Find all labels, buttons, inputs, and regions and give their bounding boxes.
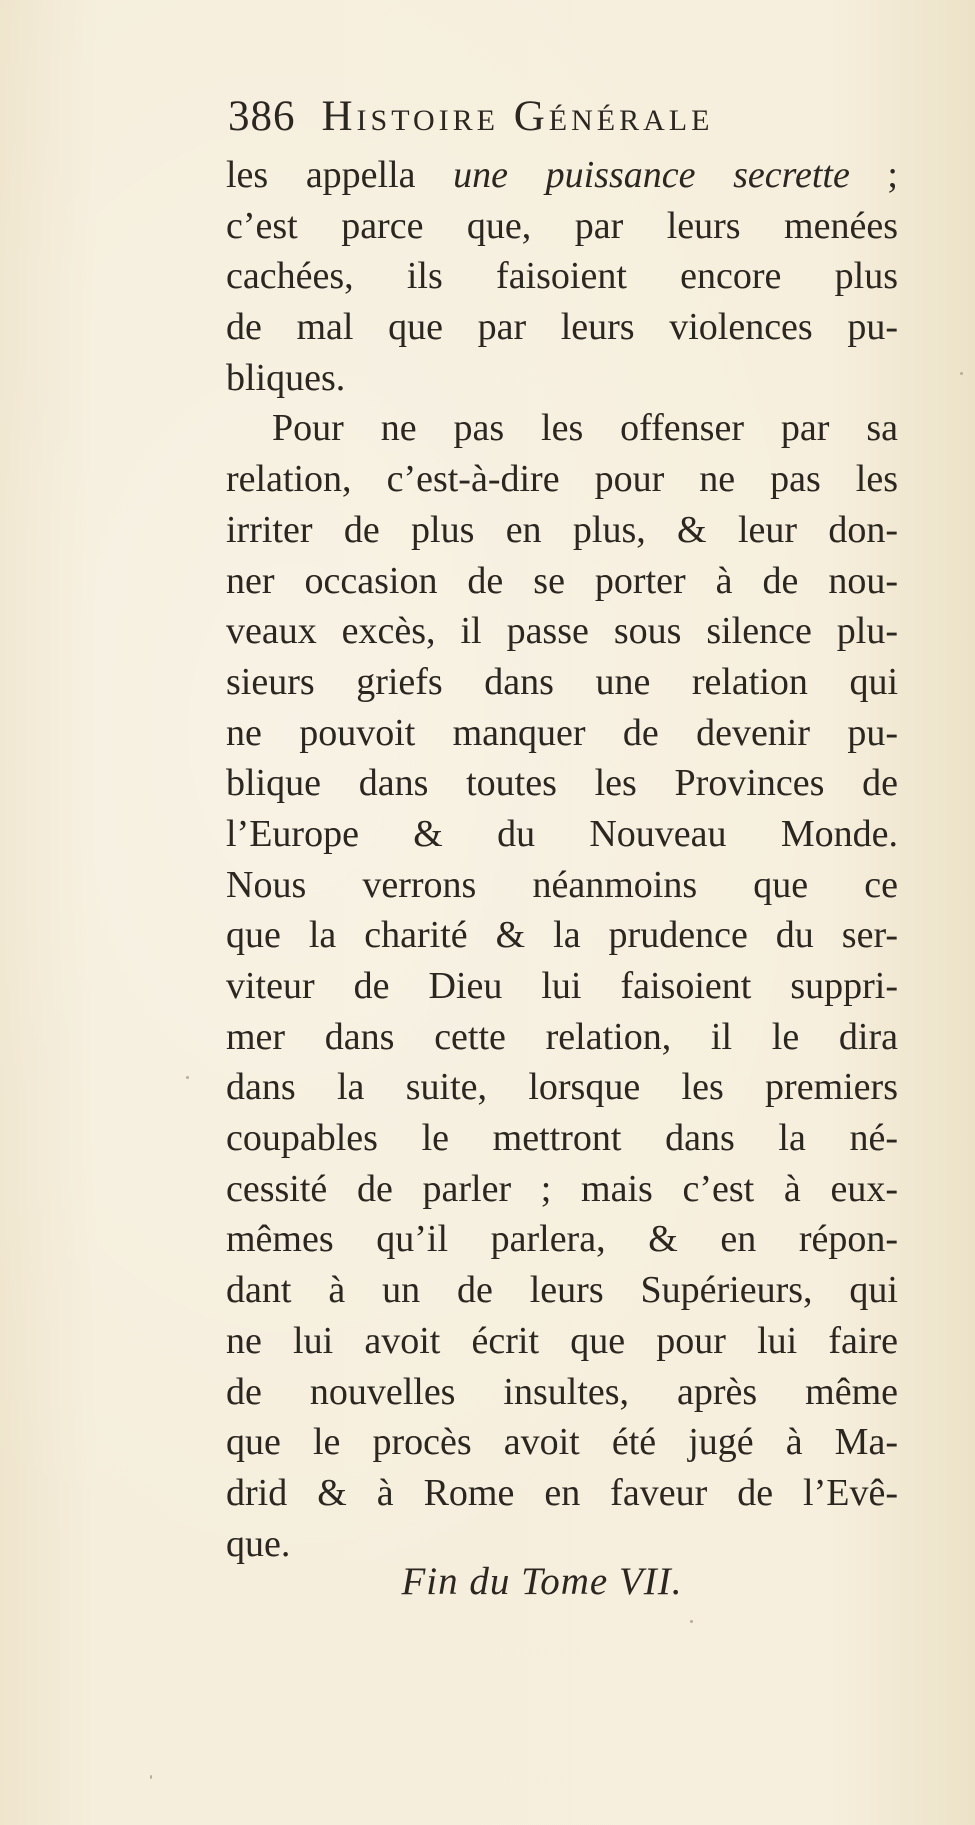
text-line: cessité de parler ; mais c’est à eux- — [226, 1167, 898, 1210]
text-line: de nouvelles insultes, après même — [226, 1370, 898, 1413]
paper-speck — [690, 1620, 693, 1623]
paper-speck — [150, 1775, 152, 1779]
text-line: coupables le mettront dans la né- — [226, 1117, 898, 1160]
text-line: Nous verrons néanmoins que ce — [226, 863, 898, 906]
text-line: viteur de Dieu lui faisoient suppri- — [226, 965, 898, 1007]
text-line: irriter de plus en plus, & leur don- — [226, 508, 898, 551]
text-line: blique dans toutes les Provinces de — [226, 762, 898, 805]
text-line: Pour ne pas les offenser par sa — [272, 407, 898, 450]
text-line: mêmes qu’il parlera, & en répon- — [226, 1218, 898, 1261]
paper-speck — [186, 1076, 189, 1079]
text-line: ne lui avoit écrit que pour lui faire — [226, 1319, 898, 1362]
text-line: que le procès avoit été jugé à Ma- — [226, 1421, 898, 1464]
text-line: c’est parce que, par leurs menées — [226, 204, 898, 247]
text-line: drid & à Rome en faveur de l’Evê- — [226, 1471, 898, 1514]
text-line: que. — [226, 1522, 291, 1565]
running-title: Histoire Générale — [321, 93, 714, 140]
italic-phrase: une puissance secrette — [453, 154, 850, 196]
text-line: de mal que par leurs violences pu- — [226, 306, 898, 349]
text-line: ner occasion de se porter à de nou- — [226, 559, 898, 602]
body-text — [226, 150, 898, 1569]
text-line: que la charité & la prudence du ser- — [226, 914, 898, 957]
text-line: l’Europe & du Nouveau Monde. — [226, 812, 898, 855]
text-line: dans la suite, lorsque les premiers — [226, 1066, 898, 1109]
paper-speck — [960, 372, 963, 375]
text-line: veaux excès, il passe sous silence plu- — [226, 610, 898, 653]
text-line: cachées, ils faisoient encore plus — [226, 255, 898, 298]
text-line: sieurs griefs dans une relation qui — [226, 660, 898, 703]
text-line: relation, c’est-à-dire pour ne pas les — [226, 458, 898, 501]
text-line: bliques. — [226, 356, 346, 399]
text-line: mer dans cette relation, il le dira — [226, 1015, 898, 1058]
text-line: ne pouvoit manquer de devenir pu- — [226, 711, 898, 754]
text-line: les appella une puissance secrette ; — [226, 154, 898, 196]
page-number: 386 — [228, 93, 296, 140]
text-line: dant à un de leurs Supérieurs, qui — [226, 1269, 898, 1312]
running-header — [228, 92, 896, 152]
end-of-volume-note: Fin du Tome VII. — [401, 1560, 683, 1603]
